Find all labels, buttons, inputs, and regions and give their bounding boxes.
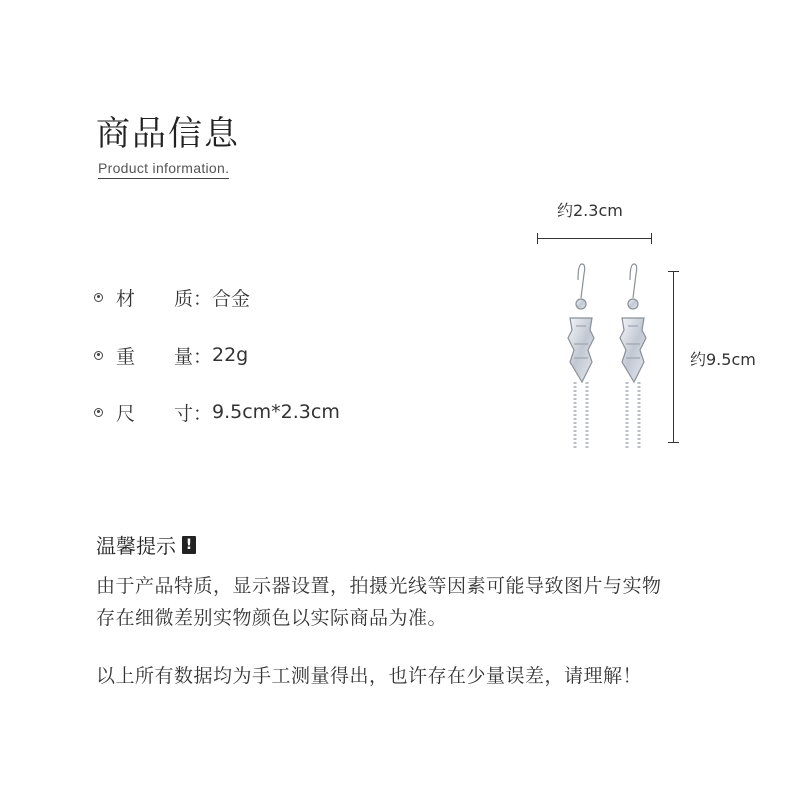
spec-label xyxy=(116,342,212,369)
spec-label xyxy=(116,399,212,426)
spec-value-weight: 22g xyxy=(212,344,249,366)
spec-label-char: 量 xyxy=(173,345,193,368)
warning-icon: ! xyxy=(182,536,196,554)
spec-label-char: 材 xyxy=(116,287,136,310)
earrings-product-image xyxy=(560,258,660,458)
width-dimension-line xyxy=(537,238,652,239)
spec-label-char: 寸 xyxy=(173,402,193,425)
tips-paragraph-1-line-2: 存在细微差别实物颜色以实际商品为准。 xyxy=(96,607,448,629)
spec-label xyxy=(116,284,212,311)
spec-label-char: 重 xyxy=(116,345,136,368)
height-dimension-line xyxy=(673,271,674,443)
spec-value-size: 9.5cm*2.3cm xyxy=(212,401,340,423)
spec-value-material: 合金 xyxy=(212,287,251,310)
tips-paragraph-2: 以上所有数据均为手工测量得出，也许存在少量误差，请理解！ xyxy=(96,665,643,687)
bullet-icon xyxy=(94,351,103,360)
tips-title-text: 温馨提示 xyxy=(96,534,176,558)
spec-colon: ： xyxy=(192,402,212,425)
height-dimension-label: 约9.5cm xyxy=(690,350,756,369)
spec-colon: ： xyxy=(192,287,212,310)
tips-paragraph-1 xyxy=(96,570,736,634)
right-earring xyxy=(620,264,646,450)
tips-paragraph-1-line-1: 由于产品特质，显示器设置，拍摄光线等因素可能导致图片与实物 xyxy=(96,575,662,597)
page-title: 商品信息 xyxy=(96,114,240,154)
spec-label-char: 尺 xyxy=(116,402,136,425)
tips-heading xyxy=(96,530,196,559)
spec-colon: ： xyxy=(192,345,212,368)
width-dimension-label: 约2.3cm xyxy=(557,201,623,220)
bullet-icon xyxy=(94,408,103,417)
page-subtitle: Product information. xyxy=(98,160,229,179)
spec-row-size xyxy=(94,399,340,425)
left-earring xyxy=(568,264,594,450)
spec-label-char: 质 xyxy=(173,287,193,310)
spec-row-weight xyxy=(94,342,248,368)
bullet-icon xyxy=(94,293,103,302)
spec-row-material xyxy=(94,284,250,310)
